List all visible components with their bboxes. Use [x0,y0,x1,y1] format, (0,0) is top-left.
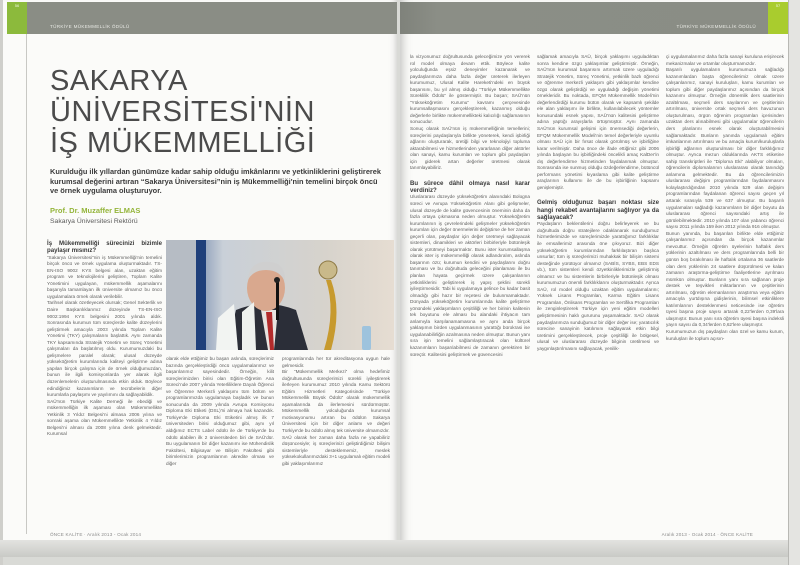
paragraph: Paydaşların beklentilerini doğru belirleyerek ve bu doğrultuda doğru stratejilere odaklanarak sunduğumuz hizmetlerimizde ve süreçlerimizde yarattığımız farklılıklar ile emsallerimiz arasında öne çıkıyoruz. Bizi diğer yükseköğretim kurumlarından farklılaştıran başlıca unsurlar; tüm iş süreçlerimizi muhakkak bir bilişim sistemi desteğinde yürütüyor olmamız (SABİS, SYBS, EBS EDS vb.), tüm sistemleri kendi özyetkinliklerimizle geliştirmiş olmamız ve bu sistemlerin birbirleriyle bütünleşik olması kurumumuzun önemli farklılıklarını oluşturmaktadır. Ayrıca SAÜ, rol model olduğu uzaktan eğitim uygulamalarını; Yüksek Lisans Programları, Karma Eğitim Lisans Programları, Önlisans Programları ve Sertifika Programları ile zenginleştirerek Türkiye için yeni eğitim modelleri geliştirmesinin haklı gururunu yaşamaktadır. SAÜ olarak paydaşlarımıza sunduğumuz bir diğer değer ise; yaratıcılık sürecine sanayinin katılımını sağlayarak etkin bilgi üretimini gerçekleştirecek, proje çeşitliliği ile bölgesel, ulusal ve uluslararası düzeyde bilginin üretilmesi ve yaygınlaştırılmasını sağlayacak, yenilik- [537,221,659,351]
speaker-photo-illustration [166,240,394,350]
paragraph: Bunun yanında, bu başarıları birlikte elde ettiğimiz çalışanlarımız açısından da birçok kazanımlar mevcuttur. Örneğin öğretim üyelerinin haftalık ders yüklerinin azaltılması ve ders programlarında belli bir günün boş bırakılması ile haftalık ortalama 36 saatlerde olan ders yüklerinin 24 saatlere düşürülmesi ve kalan zamanın araştırma-geliştirme faaliyetlerine ayrılması mümkün olmuştur. Bunların yanı sıra sağlanan proje destek ve teşvikleri miktarlarının ve çeşitlerinin artırılması, öğretim elemanlarının araştırma veya eğitim amacıyla yurtdışına gidişlerinin, bilimsel etkinliklere katılımlarının desteklenmesi neticesinde ise öğretim üyesi başına proje sayısı artarak 0,22'lerden 0,39'lara ulaşmıştır. Bunun yanı sıra öğretim üyesi başına indeksli yayın sayısı da 0,34'lerden 0,62'lere ulaşmıştır. [666,230,784,328]
page-footer: Aralık 2013 - Ocak 2014 · ÖNCE KALİTE [661,532,753,537]
subheading: İş Mükemmelliği sürecinizi bizimle paylaşır mısınız? [47,240,162,255]
trophy-globe [319,261,337,279]
title-line-2: İŞ MÜKEMMELLİĞİ [50,127,316,159]
text-column-3 [282,356,390,467]
page-number: 57 [775,3,781,8]
paragraph: la vizyonumuz doğrultusunda geleceğimize yön vererek rol model olmaya devam ettik. Böylece kalite yolculuğunda eşsiz deneyimler kazanarak ve paydaşlarımıza daha fazla değer üreterek ilerleyen kurumumuz, Ulusal Kalite Hareketi'ndeki en büyük başarısını, bu yıl almış olduğu “Türkiye Mükemmellikte Süreklilik Ödülü” ile göstermiştir. Bu başarı; SAÜ'nün “Yükseköğretim Kurumu” kavramı çerçevesinde kurumsallaşmasını gerçekleştirerek, kazanmış olduğu değerlerle birlikte mükemmellikteki kalıcılığı sağlamasının sonucudur. [410,54,530,125]
text-column-2 [166,356,274,467]
page-footer: ÖNCE KALİTE · Aralık 2013 - Ocak 2014 [50,532,142,537]
paragraph-gap [410,172,530,180]
water-bottle [362,326,371,350]
paragraph: Sonuç olarak SAÜ'nün iş mükemmelliğinin temellerini; süreçlerini paydaşlarıyla birlikte yöneterek, kendi işbirliği ağlarını oluşturarak, üretiği bilgi ve teknolojiyi topluma aktarabilmesi ve hizmetlerinden yararlanan diğer aktörler olan sanayi, kamu kurumları ve toplum gibi paydaşları için giderek artan değerler üretmesi olarak tanımlayabiliriz. [410,126,530,171]
article-lead: Kurulduğu ilk yıllardan günümüze kadar sahip olduğu imkânlarını ve yetkinliklerini geliştirerek kurumsal değerini artıran “Sakarya Üniversitesi”nin iş Mükemmelliği'nin temelini birçok öncü ve örnek uygulama oluşturuyor. [50,167,382,196]
right-page [400,0,788,548]
microphone [276,280,279,320]
paragraph: “Sakarya Üniversitesi”nin iş Mükemmelliği'nin temelini birçok öncü ve örnek uygulama oluşturmaktadır. TS-EN-ISO 9002 KYS belgesi alan, uzaktan eğitim program ve teknolojilerini geliştiren, Toplam Kalite Yönetimini uygulayan, mükemmellik aşamalarını başarıyla tamamlayan ilk üniversite olmamız bu öncü uygulamalara örnek olarak verilebilir. [47,254,162,299]
margin-rule [26,34,27,534]
author-name: Prof. Dr. Muzaffer ELMAS [50,205,141,215]
subheading: Gelmiş olduğunuz başarı noktası size hangi rekabet avantajlarını sağlıyor ya da sağlayacak? [537,199,659,222]
subheading: Bu sürece dâhil olmaya nasıl karar verdiniz? [410,179,530,195]
paragraph-gap [537,191,659,199]
page-bottom-shadow [0,540,800,557]
text-column-4 [410,54,530,358]
section-label: TÜRKİYE MÜKEMMELLİK ÖDÜLÜ [50,24,130,29]
paragraph: SAÜ olarak her zaman daha fazla ne yapabiliriz düşüncesiyle; iş süreçlerinizi geliştirdiğimiz bilişim sistemleriyle desteklememiz, meslek yüksekokullarımızdaki 3+1 uygulamalı eğitim modeli gibi yaklaşımlarımız [282,434,390,466]
author-affiliation: Sakarya Üniversitesi Rektörü [50,217,138,225]
article-header [50,66,385,226]
paragraph: programlarında her tür akreditasyona uygun hale gelmesidir. [282,356,390,368]
article-photo [166,240,394,350]
paragraph: Uluslararası düzeyde yükseköğretim alanındaki Bologna süreci ve Avrupa Yükseköğretim Alanı gibi gelişmeler, ulusal düzeyde de kalite güvencesinin öneminin daha da fazla ortaya çıkmasına neden olmuştur. Yükseköğretim kurumlarının iş çevrelerindeki gelişmeler yükseköğretim kurumları için değer önermelerini değiştirse de her zaman geçerli olan, paydaşlar için değer üretmeyi sağlayacak sistemleri, dinamikleri ve aktörleri birbirleriyle bütünleşik olarak yürütmeyi başarmaktır. Bunu ister kurumsallaşma olarak ister iş mükemmelliği olarak adlandıralım, aslında başarının özü; kurumun kendini ve paydaşlarını doğru tanıması ve bu doğrultuda geleceğini planlaması ile bu planları hayata geçirmek üzere çalışanlarının yetkinliklerini geliştirerek iş yapış şeklini sürekli iyileştirmesidir. Tabi ki uygulamaya gelince bu kadar basit olmadığı gibi hazır bir reçetesi de bulunmamaktadır. Dünyada yükseköğretim kurumlarında kalite geliştirme yönündeki yaklaşımların çeşitliliği ve her birinin kalitenin tek boyutunu ele alması bu alandaki ihtiyacın tam anlamıyla karşılanamamasına ve aynı anda birçok yaklaşımın birden uygulanmasının yarattığı bürokrasi ise uygulanabilirliğin azalmasına neden olmuştur. Bunun yanı sıra işin temelini sağlamlaştıracak olan kültürel kazanımların başarılabilmesi de zamanın gerektiren bir süreçtir. Kalitesini geliştirmek ve güvencesini [410,194,530,357]
paragraph: çi uygulamalarımız daha fazla sanayi kuruluna erişirecek mekanizmalar ve ortamlar oluşturmamızdır. [666,54,784,66]
text-column-5 [537,54,659,352]
paragraph: olarak elde ettiğimiz bu başarı aslında, süreçlerimiz bazında gerçekleştirdiği öncü uygulamalarımız ve başarılarımız sayesindedir. Örneğin, kilit süreçlerimizden birisi olan Eğitim-Öğretim Ana Süreci'nde 2007 yılında Yeterliliklere Dayalı Öğrenci ve Öğrenme Merkezli yaklaşımı tüm bölüm ve programlarımızda uygulamaya başladık ve bunun sonucunda da 2009 yılında Avrupa Komisyonu Diploma Eki Etiketi (DSL)'ni almaya hak kazandık. Türkiye'de Diploma Eki Etiketini almış ilk 7 üniversiteden birisi olduğumuz gibi, aynı yıl aldığımız ECTS Label ödülü ile de Türkiye'de bu ödülü alabilen ilk 2 üniversiteden biri de SAÜ'dür. Bu uygulamanın bir diğer kazanımı ise Mühendislik Fakültesi, Bilgisayar ve Bilişim Fakültesi gibi birimlerimizin programlarının akredite olması ve diğer [166,356,274,466]
section-label: TÜRKİYE MÜKEMMELLİK ÖDÜLÜ [676,24,756,29]
spine-edge-right [788,0,800,565]
left-page [3,0,397,548]
paragraph: Bir “Mükemmellik Merkezi” olma hedefimiz doğrultusunda süreçlerimizi sürekli iyileştirerek ilerleyen kurumumuz 2010 yılında Kamu Sektörü Eğitim Hizmetleri Kategorisinde “Türkiye Mükemmellik Büyük Ödülü” olarak mükemmellik aşamalarında da ilerlemesini sürdürmüştür. Mükemmellik yolculuğunda kurumsal motivasyonumu artıran bu ödülün Sakarya Üniversitesi için bir diğer anlamı ve değeri Türkiye'de bu ödülü almış tek üniversite olmamızdır. [282,369,390,434]
text-column-6 [666,54,784,342]
paragraph: sağlamak amacıyla SAÜ, birçok yaklaşımı uyguladıktan sonra kendine özgü yaklaşımlar geliştirmiştir. Örneğin, SAÜ'nün kurumsal başarısını artırmak üzere uyguladığı Stratejik Yönetim, Süreç Yönetimi, yetkinlik bazlı öğrenci ve öğrenme merkezli yaklaşım gibi yaklaşımlar kendine özgü olarak geliştirdiği ve uyguladığı değişim yönetimi örnekleridir. Bu noktada, EFQM Mükemmellik Modeli'nin değerlendirdiği kurumu bütün olarak ve kapsamlı şekilde ele alan yaklaşımı ile birlikte, kullanılabilecek yöntemler konusundaki esnek yapısı, SAÜ'nün kalitesini geliştirme adına yaptığı arayışlarla örtüşmüştür. Aynı zamanda SAÜ'nün kurumsal gelişimi için önemsediği değerlerin, EFQM Mükemmellik Modeli'nin temel değerleriyle uyumlu olması SAÜ için bir fırsat olarak görülmüş ve işbirliğine karar verilmiştir. Daha önce de ifade ettiğimiz gibi 2006 yılında başlayan bu işbirliğindeki öncelikli amaç KalDer'in dış değerlendirme hizmetinden faydalanmak olmuştur. Sonrasında ise sunmuş olduğu özdeğerlendirme, bütüncül performans yönetimi kıyaslama gibi kalite geliştirme araçlarının kullanımı ile de bu işbirliğinin kapsamı genişlemiştir. [537,54,659,190]
title-line-1: SAKARYA ÜNİVERSİTESİ'NİN [50,65,315,128]
paragraph: SAÜ'nün Türkiye Kalite Derneği ile ebediği ve mükemmelliğin ilk aşaması olan Mükemmellikte Yetkinlik 3 Yıldız Belgesi'ni almasa 2006 yılına ve sonraki aşama olan Mükemmellikte Yetkinlik 4 Yıldız Belgesi'ni alması da 2008 yılına denk gelmektedir. Kurumsal [47,398,162,437]
paragraph: Kurumumuzun dış paydaşları olan özel ve kamu kurum, kuruluşları ile toplum açısın- [666,328,784,341]
paragraph: Tarihsel olarak özetleyecek olursak; Genel Sekterlik ve Daire Başkanlıklarımız düzeyinde TS-EN-ISO 9002:1994 KYS belgesini 2001 yılında aldık. Sonrasında kurumun tüm süreçlerde kalite düzeylerini geliştirmek amacıyla 2003 yılında Toplam Kalite Yönetimi (TKY) çalışmalarını başlattık. Aynı zamanda TKY kapsamında Stratejik Yönetim ve Süreç Yönetimi çalışmaları da başlatılmış oldu. Kurumumuzdaki bu gelişmelere paralel olarak; ulusal düzeyde yükseköğretim kurumlarında kaliteyi geliştirme adına yapılan birçok çalışma için de örnek olduğumuzdan, bunun ile ilgili komisyonlarda yer alarak ilgili düzenlemelerin oluşturulmasında etkin olduk. Böylece edindiğimiz kazanımların ve tecrübelerin diğer kurumlarla paylaşımı ve yayılımını da sağlayabildik. [47,300,162,398]
paragraph: Başarılı uygulamaların kurumumuza sağladığı kazanımlardan başta öğrencilerimiz olmak üzere çalışanlarımız, sanayi kuruluşları, kamu kurumları ve toplum gibi diğer paydaşlarımız açısından da birçok kazanımı olmuştur. Örneğin dönemlik ders saatlerinin azaltılması, seçmeli ders sayılarının ve çeşitlerinin artırılması, üniversite ortak seçmeli ders havuzunun oluşturulması, örgün öğrenim programları içerisinden uzaktan ders alınabilmesi gibi uygulamalar öğrencilerin ders planlarını esnek olarak oluşturabilmesini sağlamaktadır. Bunların yanında uygulamalı eğitim imkanlarının artırılması ve bu amaçla kurum/kuruluşlarla işbirliği ağlarının oluşturulması bir diğer farklılığımız olmuştur. Ayrıca mezun olduklarında AKTS etiketine sahip transkriptleri ile “Diploma Eki” alabiliyor olmaları, öğrencilerin diplomalarının uluslararası olarak tanındığı anlamına gelmektedir. Bu da öğrencilerimizin uluslararası değişim programlarından faydalanmasını kolaylaştırdığından 2010 yılında 529 olan değişim programlarından faydalanan öğrenci sayısı geçen yıl artarak sırasıyla 539 ve 637 olmuştur. Bu başarılı uygulamaları sağladığı kazanımların bir diğer boyutu da uluslararası öğrenci sayısındaki artış ile görülebilmektedir. 2010 yılında 107 olan yabancı öğrenci sayısı 2011 yılında 159 iken 2012 yılında 916 olmuştur. [666,67,784,230]
page-number: 56 [14,3,20,8]
text-column-1 [47,240,162,438]
article-title [50,66,385,159]
